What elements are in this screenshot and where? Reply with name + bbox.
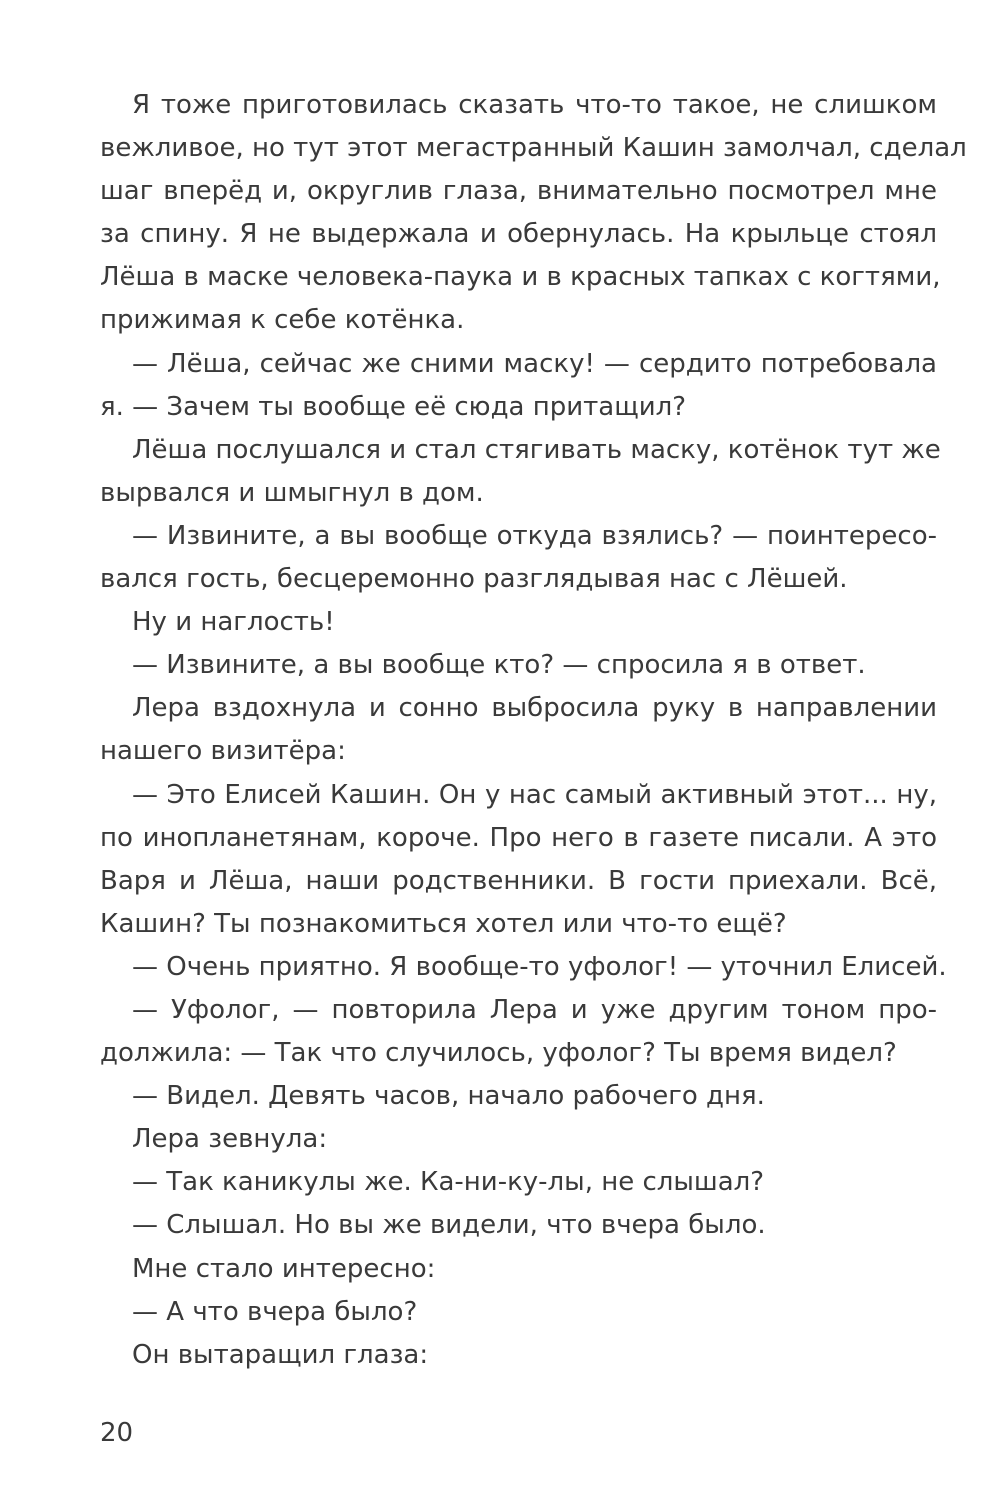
text-line-27: — Слышал. Но вы же видели, что вчера было. (132, 1210, 766, 1241)
text-line-14: — Извините, а вы вообще кто? — спросила я в ответ. (132, 650, 866, 681)
text-line-16: нашего визитёра: (100, 736, 346, 767)
page-text (100, 84, 967, 1377)
text-line-12: вался гость, бесцеремонно разглядывая нас с Лёшей. (100, 564, 848, 595)
text-line-22: — Уфолог, — повторила Лера и уже другим тоном про- (132, 994, 937, 1025)
text-line-21: — Очень приятно. Я вообще-то уфолог! — уточнил Елисей. (132, 951, 947, 982)
page-number: 20 (100, 1418, 134, 1448)
text-line-8: я. — Зачем ты вообще её сюда притащил? (100, 391, 687, 422)
text-line-19: Варя и Лёша, наши родственники. В гости приехали. Всё, (100, 865, 937, 896)
text-line-2: вежливое, но тут этот мегастранный Кашин замолчал, сделал (100, 133, 967, 164)
text-line-11: — Извините, а вы вообще откуда взялись? — поинтересо- (132, 520, 937, 551)
text-line-3: шаг вперёд и, округлив глаза, внимательно посмотрел мне (100, 176, 937, 207)
text-line-6: прижимая к себе котёнка. (100, 305, 465, 336)
text-line-23: должила: — Так что случилось, уфолог? Ты время видел? (100, 1038, 897, 1069)
text-line-7: — Лёша, сейчас же сними маску! — сердито потребовала (132, 348, 937, 379)
text-line-18: по инопланетянам, короче. Про него в газете писали. А это (100, 822, 937, 853)
text-line-26: — Так каникулы же. Ка-ни-ку-лы, не слышал? (132, 1167, 765, 1198)
text-line-10: вырвался и шмыгнул в дом. (100, 477, 484, 508)
text-line-1: Я тоже приготовилась сказать что-то такое, не слишком (132, 90, 937, 120)
text-line-24: — Видел. Девять часов, начало рабочего дня. (132, 1081, 765, 1112)
text-line-5: Лёша в маске человека-паука и в красных тапках с когтями, (100, 262, 941, 293)
text-line-29: — А что вчера было? (132, 1296, 418, 1327)
text-line-28: Мне стало интересно: (132, 1253, 436, 1284)
text-line-9: Лёша послушался и стал стягивать маску, котёнок тут же (132, 434, 941, 465)
text-line-30: Он вытаращил глаза: (132, 1339, 429, 1370)
text-line-13: Ну и наглость! (132, 607, 335, 638)
text-line-4: за спину. Я не выдержала и обернулась. На крыльце стоял (100, 219, 937, 250)
text-line-17: — Это Елисей Кашин. Он у нас самый активный этот... ну, (132, 779, 937, 810)
text-line-25: Лера зевнула: (132, 1124, 328, 1155)
text-line-20: Кашин? Ты познакомиться хотел или что-то ещё? (100, 908, 787, 939)
text-line-15: Лера вздохнула и сонно выбросила руку в направлении (132, 693, 937, 724)
